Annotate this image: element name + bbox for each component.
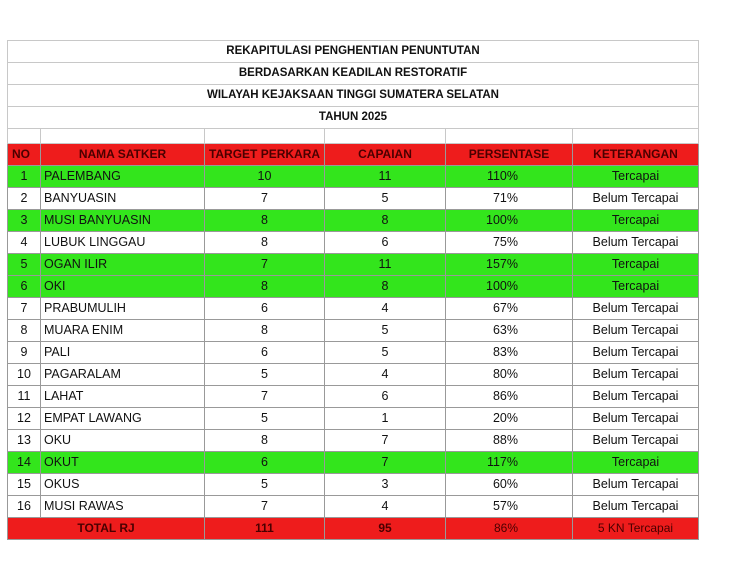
keterangan-value: Belum Tercapai [573, 298, 699, 320]
satker-name: PALEMBANG [41, 166, 205, 188]
persentase-value: 57% [446, 496, 573, 518]
total-keterangan: 5 KN Tercapai [573, 518, 699, 540]
table-row [8, 408, 699, 430]
row-number: 10 [8, 364, 41, 386]
target-value: 7 [205, 254, 325, 276]
capaian-value: 7 [325, 430, 446, 452]
table-row [8, 232, 699, 254]
report-title-line-1: REKAPITULASI PENGHENTIAN PENUNTUTAN [8, 41, 699, 63]
capaian-value: 5 [325, 320, 446, 342]
keterangan-value: Tercapai [573, 254, 699, 276]
row-number: 9 [8, 342, 41, 364]
header-no: NO [8, 144, 41, 166]
row-number: 6 [8, 276, 41, 298]
keterangan-value: Tercapai [573, 210, 699, 232]
satker-name: LUBUK LINGGAU [41, 232, 205, 254]
table-row [8, 320, 699, 342]
table-row [8, 166, 699, 188]
satker-name: OGAN ILIR [41, 254, 205, 276]
row-number: 1 [8, 166, 41, 188]
title-row-4 [8, 107, 699, 129]
keterangan-value: Tercapai [573, 452, 699, 474]
keterangan-value: Tercapai [573, 166, 699, 188]
satker-name: PAGARALAM [41, 364, 205, 386]
total-target: 111 [205, 518, 325, 540]
keterangan-value: Belum Tercapai [573, 188, 699, 210]
header-capaian: CAPAIAN [325, 144, 446, 166]
keterangan-value: Belum Tercapai [573, 232, 699, 254]
title-row-2 [8, 63, 699, 85]
row-number: 15 [8, 474, 41, 496]
capaian-value: 3 [325, 474, 446, 496]
satker-name: OKI [41, 276, 205, 298]
persentase-value: 20% [446, 408, 573, 430]
persentase-value: 100% [446, 210, 573, 232]
target-value: 6 [205, 298, 325, 320]
capaian-value: 6 [325, 232, 446, 254]
target-value: 8 [205, 320, 325, 342]
header-target-perkara: TARGET PERKARA [205, 144, 325, 166]
table-row [8, 430, 699, 452]
target-value: 7 [205, 496, 325, 518]
persentase-value: 83% [446, 342, 573, 364]
capaian-value: 8 [325, 276, 446, 298]
row-number: 14 [8, 452, 41, 474]
table-row [8, 254, 699, 276]
keterangan-value: Belum Tercapai [573, 430, 699, 452]
capaian-value: 7 [325, 452, 446, 474]
table-row [8, 298, 699, 320]
table-row [8, 452, 699, 474]
target-value: 8 [205, 210, 325, 232]
satker-name: EMPAT LAWANG [41, 408, 205, 430]
keterangan-value: Belum Tercapai [573, 364, 699, 386]
persentase-value: 63% [446, 320, 573, 342]
table-row [8, 474, 699, 496]
total-capaian: 95 [325, 518, 446, 540]
persentase-value: 117% [446, 452, 573, 474]
table-row [8, 276, 699, 298]
satker-name: MUSI RAWAS [41, 496, 205, 518]
report-title-line-4: TAHUN 2025 [8, 107, 699, 129]
total-label: TOTAL RJ [8, 518, 205, 540]
row-number: 12 [8, 408, 41, 430]
capaian-value: 4 [325, 298, 446, 320]
table-row [8, 342, 699, 364]
report-title-line-2: BERDASARKAN KEADILAN RESTORATIF [8, 63, 699, 85]
satker-name: PRABUMULIH [41, 298, 205, 320]
keterangan-value: Belum Tercapai [573, 320, 699, 342]
persentase-value: 100% [446, 276, 573, 298]
target-value: 5 [205, 364, 325, 386]
satker-name: OKU [41, 430, 205, 452]
row-number: 16 [8, 496, 41, 518]
keterangan-value: Belum Tercapai [573, 408, 699, 430]
capaian-value: 11 [325, 254, 446, 276]
target-value: 10 [205, 166, 325, 188]
recap-table [7, 40, 699, 540]
keterangan-value: Belum Tercapai [573, 496, 699, 518]
target-value: 7 [205, 188, 325, 210]
persentase-value: 86% [446, 386, 573, 408]
persentase-value: 80% [446, 364, 573, 386]
target-value: 6 [205, 452, 325, 474]
row-number: 7 [8, 298, 41, 320]
row-number: 2 [8, 188, 41, 210]
header-persentase: PERSENTASE [446, 144, 573, 166]
table-row [8, 496, 699, 518]
row-number: 5 [8, 254, 41, 276]
target-value: 8 [205, 430, 325, 452]
table-row [8, 210, 699, 232]
spacer-row [8, 129, 699, 144]
capaian-value: 4 [325, 364, 446, 386]
header-nama-satker: NAMA SATKER [41, 144, 205, 166]
capaian-value: 11 [325, 166, 446, 188]
capaian-value: 5 [325, 342, 446, 364]
satker-name: LAHAT [41, 386, 205, 408]
row-number: 3 [8, 210, 41, 232]
capaian-value: 1 [325, 408, 446, 430]
target-value: 8 [205, 232, 325, 254]
satker-name: MUSI BANYUASIN [41, 210, 205, 232]
persentase-value: 88% [446, 430, 573, 452]
persentase-value: 71% [446, 188, 573, 210]
table-row [8, 188, 699, 210]
satker-name: PALI [41, 342, 205, 364]
target-value: 5 [205, 474, 325, 496]
satker-name: OKUT [41, 452, 205, 474]
total-row [8, 518, 699, 540]
persentase-value: 157% [446, 254, 573, 276]
satker-name: OKUS [41, 474, 205, 496]
persentase-value: 110% [446, 166, 573, 188]
satker-name: MUARA ENIM [41, 320, 205, 342]
header-row [8, 144, 699, 166]
persentase-value: 75% [446, 232, 573, 254]
keterangan-value: Tercapai [573, 276, 699, 298]
target-value: 8 [205, 276, 325, 298]
table-row [8, 386, 699, 408]
total-persentase: 86% [446, 518, 573, 540]
keterangan-value: Belum Tercapai [573, 342, 699, 364]
title-row-3 [8, 85, 699, 107]
persentase-value: 60% [446, 474, 573, 496]
capaian-value: 8 [325, 210, 446, 232]
header-keterangan: KETERANGAN [573, 144, 699, 166]
title-row-1 [8, 41, 699, 63]
target-value: 7 [205, 386, 325, 408]
table-row [8, 364, 699, 386]
row-number: 8 [8, 320, 41, 342]
capaian-value: 6 [325, 386, 446, 408]
target-value: 6 [205, 342, 325, 364]
satker-name: BANYUASIN [41, 188, 205, 210]
keterangan-value: Belum Tercapai [573, 386, 699, 408]
row-number: 13 [8, 430, 41, 452]
capaian-value: 4 [325, 496, 446, 518]
keterangan-value: Belum Tercapai [573, 474, 699, 496]
target-value: 5 [205, 408, 325, 430]
row-number: 11 [8, 386, 41, 408]
report-title-line-3: WILAYAH KEJAKSAAN TINGGI SUMATERA SELATAN [8, 85, 699, 107]
row-number: 4 [8, 232, 41, 254]
persentase-value: 67% [446, 298, 573, 320]
capaian-value: 5 [325, 188, 446, 210]
